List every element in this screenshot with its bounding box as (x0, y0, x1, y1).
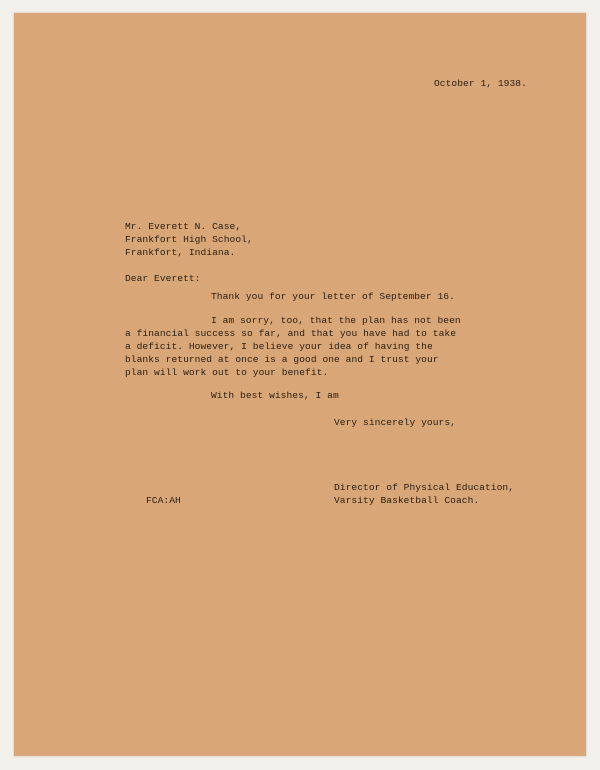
signature-title-line-1: Director of Physical Education, (334, 482, 515, 493)
body-paragraph-2-line-1: I am sorry, too, that the plan has not been (211, 315, 461, 326)
recipient-city: Frankfort, Indiana. (125, 247, 236, 258)
reference-initials: FCA:AH (146, 495, 181, 506)
body-paragraph-2-line-3: a deficit. However, I believe your idea of having the (125, 341, 433, 352)
closing: Very sincerely yours, (334, 417, 456, 428)
recipient-school: Frankfort High School, (125, 234, 253, 245)
letter-page (14, 13, 586, 756)
salutation: Dear Everett: (125, 273, 201, 284)
signature-title-line-2: Varsity Basketball Coach. (334, 495, 480, 506)
body-paragraph-2-line-2: a financial success so far, and that you have had to take (125, 328, 457, 339)
body-paragraph-1: Thank you for your letter of September 16. (211, 291, 455, 302)
letter-date: October 1, 1938. (434, 78, 527, 89)
body-paragraph-2-line-4: blanks returned at once is a good one and I trust your (125, 354, 439, 365)
body-paragraph-2-line-5: plan will work out to your benefit. (125, 367, 329, 378)
body-paragraph-3: With best wishes, I am (211, 390, 339, 401)
recipient-name: Mr. Everett N. Case, (125, 221, 242, 232)
